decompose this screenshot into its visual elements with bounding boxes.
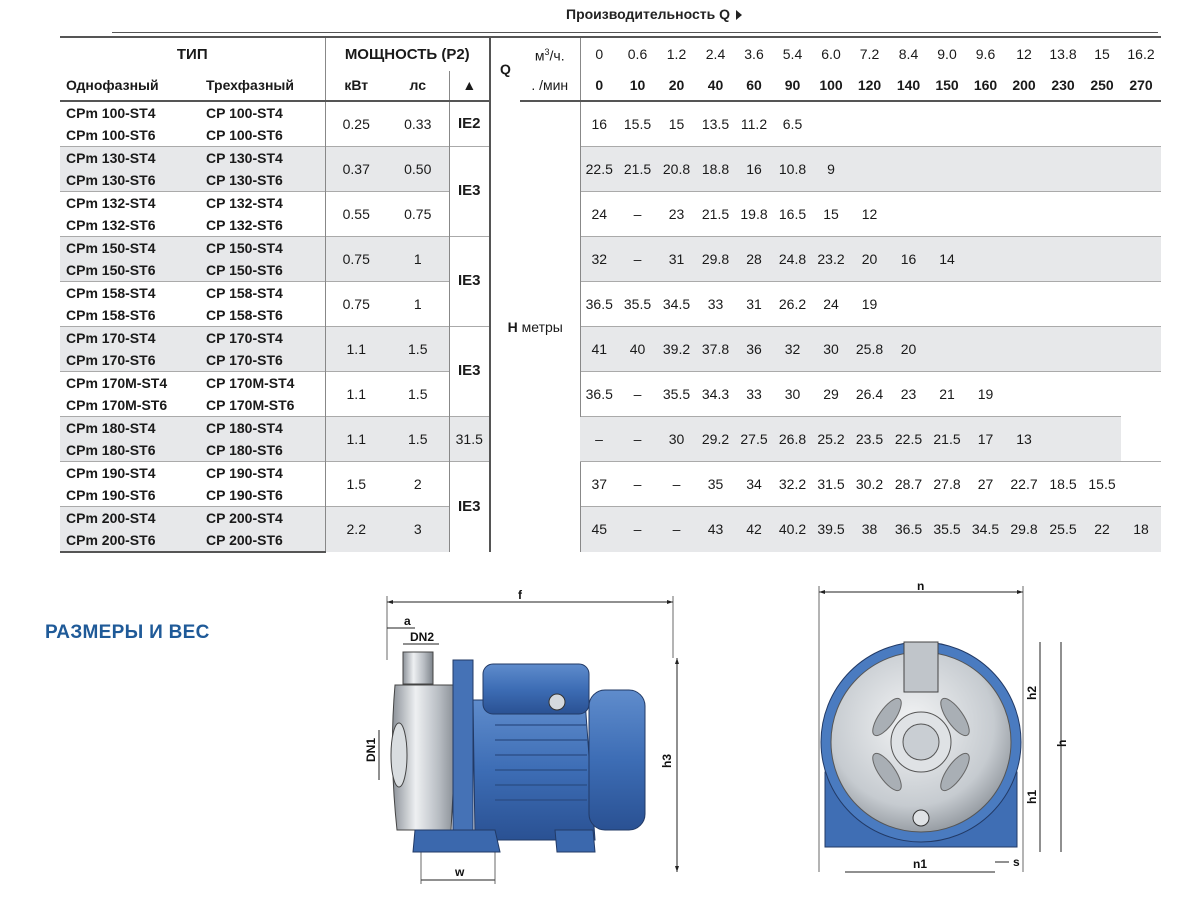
head-value: 21.5 — [618, 146, 657, 191]
productivity-label: Производительность Q — [566, 6, 731, 22]
three-phase-model: CP 130-ST6 — [200, 169, 325, 192]
head-value — [1005, 146, 1043, 191]
head-value — [1083, 416, 1121, 461]
header-row-1 — [60, 37, 1161, 71]
q-m3h-value: 13.8 — [1043, 37, 1083, 71]
head-value — [928, 101, 966, 147]
q-m3h-value: 8.4 — [889, 37, 928, 71]
three-phase-model: CP 190-ST6 — [206, 486, 283, 503]
power-kw: 0.37 — [325, 146, 387, 191]
q-lmin-value: 120 — [850, 71, 889, 101]
head-value — [928, 281, 966, 326]
head-value — [1121, 101, 1161, 147]
head-value: 15 — [812, 191, 850, 236]
head-value — [1043, 326, 1083, 371]
head-value: – — [618, 506, 657, 552]
power-kw: 1.1 — [325, 416, 387, 461]
head-value: 42 — [735, 506, 773, 552]
power-kw: 1.1 — [325, 371, 387, 416]
head-letter: H — [507, 318, 518, 335]
single-phase-model: CPm 100-ST6 — [66, 126, 156, 143]
pump-front-view-drawing — [805, 582, 1075, 892]
dim-label-s: s — [1013, 855, 1020, 869]
head-value — [1005, 236, 1043, 281]
head-value: 15.5 — [1083, 461, 1121, 506]
head-value: 10.8 — [773, 146, 812, 191]
head-value — [928, 146, 966, 191]
three-phase-model: CP 100-ST6 — [206, 126, 283, 143]
q-lmin-value: 10 — [618, 71, 657, 101]
head-value: 22 — [1083, 506, 1121, 552]
head-value — [889, 146, 928, 191]
head-value: 37 — [580, 461, 618, 506]
head-value: 17 — [966, 416, 1005, 461]
three-phase-model: CP 170-ST4 — [200, 326, 325, 349]
head-value: 15 — [668, 115, 685, 132]
head-value: 21.5 — [696, 191, 735, 236]
head-value — [1043, 371, 1083, 416]
single-phase-model: CPm 190-ST6 — [66, 486, 156, 503]
q-m3h-value: 16.2 — [1121, 37, 1161, 71]
q-m3h-value: 7.2 — [850, 37, 889, 71]
q-m3h-value: 6.0 — [812, 37, 850, 71]
head-value — [1083, 326, 1121, 371]
head-value: 34.3 — [696, 371, 735, 416]
table-row — [60, 146, 1161, 169]
table-row — [60, 281, 1161, 304]
head-value — [928, 191, 966, 236]
three-phase-model: CP 180-ST4 — [200, 416, 325, 439]
head-value: 23 — [657, 191, 696, 236]
q-lmin-value: 250 — [1083, 71, 1121, 101]
power-kw: 0.75 — [325, 236, 387, 281]
head-value — [889, 191, 928, 236]
head-value: – — [618, 371, 657, 416]
head-value: – — [618, 416, 657, 461]
three-phase-model: CP 132-ST6 — [206, 216, 283, 233]
head-value: 32 — [773, 326, 812, 371]
head-value — [1121, 146, 1161, 191]
q-m3h-value: 15 — [1083, 37, 1121, 71]
head-value: 32.2 — [773, 461, 812, 506]
head-value — [1083, 281, 1121, 326]
dim-label-dn1: DN1 — [364, 737, 378, 762]
col-type-header: ТИП — [60, 37, 325, 71]
three-phase-model: CP 100-ST4 — [206, 104, 283, 121]
q-m3h-value: 1.2 — [657, 37, 696, 71]
q-lmin-value: 20 — [657, 71, 696, 101]
power-kw: 0.25 — [325, 101, 387, 147]
table-row — [60, 461, 1161, 484]
q-m3h-value: 9.6 — [966, 37, 1005, 71]
head-value: 28 — [735, 236, 773, 281]
power-kw: 0.55 — [325, 191, 387, 236]
head-value — [966, 101, 1005, 147]
head-value: 14 — [928, 236, 966, 281]
q-lmin-value: 200 — [1005, 71, 1043, 101]
head-value: 31.5 — [812, 461, 850, 506]
dim-label-dn2: DN2 — [410, 630, 435, 644]
dim-label-h3: h3 — [660, 753, 674, 768]
head-value — [1005, 191, 1043, 236]
single-phase-model: CPm 130-ST4 — [60, 146, 200, 169]
head-value: 16.5 — [773, 191, 812, 236]
head-value — [1043, 191, 1083, 236]
head-value — [1121, 326, 1161, 371]
single-phase-model: CPm 132-ST6 — [66, 216, 156, 233]
head-value — [966, 326, 1005, 371]
head-value: 16 — [889, 236, 928, 281]
head-value: 39.5 — [812, 506, 850, 552]
table-row — [60, 416, 1161, 439]
table-row — [60, 326, 1161, 349]
head-value — [1005, 101, 1043, 147]
head-value — [966, 191, 1005, 236]
head-value: 31 — [657, 236, 696, 281]
power-kw: 1.1 — [325, 326, 387, 371]
single-phase-model: CPm 170-ST4 — [60, 326, 200, 349]
three-phase-model: CP 170-ST6 — [200, 349, 325, 372]
head-value — [1121, 281, 1161, 326]
ie-class: IE3 — [449, 146, 490, 236]
q-lmin-value: 230 — [1043, 71, 1083, 101]
col-single-phase: Однофазный — [60, 71, 200, 101]
head-value: 22.7 — [1005, 461, 1043, 506]
three-phase-model: CP 158-ST4 — [200, 281, 325, 304]
head-value: – — [657, 461, 696, 506]
header-rule — [112, 32, 1158, 33]
head-value: 20.8 — [657, 146, 696, 191]
head-value — [1083, 191, 1121, 236]
head-value: 27 — [966, 461, 1005, 506]
head-value: 36.5 — [580, 281, 618, 326]
head-value: 27.5 — [735, 416, 773, 461]
power-hp: 0.75 — [387, 191, 449, 236]
productivity-header — [566, 6, 742, 22]
head-value — [850, 146, 889, 191]
head-value: 23.2 — [812, 236, 850, 281]
q-lmin-value: 100 — [812, 71, 850, 101]
col-three-phase: Трехфазный — [200, 71, 325, 101]
col-hp: лс — [387, 71, 449, 101]
q-lmin-value: 40 — [696, 71, 735, 101]
power-hp: 1 — [387, 281, 449, 326]
q-lmin-value: 150 — [928, 71, 966, 101]
head-value: 20 — [889, 326, 928, 371]
three-phase-model: CP 170M-ST6 — [206, 396, 295, 413]
dimensions-title: РАЗМЕРЫ И ВЕС — [45, 622, 210, 643]
head-value: 24 — [812, 281, 850, 326]
head-value — [1121, 371, 1161, 416]
three-phase-model: CP 200-ST6 — [200, 529, 325, 552]
head-value: 43 — [696, 506, 735, 552]
head-value — [1005, 326, 1043, 371]
head-value: 26.4 — [850, 371, 889, 416]
head-value: – — [618, 236, 657, 281]
head-value: 23 — [889, 371, 928, 416]
q-m3h-value: 12 — [1005, 37, 1043, 71]
head-value — [1043, 281, 1083, 326]
head-value: – — [657, 506, 696, 552]
head-value: 29.8 — [1005, 506, 1043, 552]
single-phase-model: CPm 132-ST4 — [60, 191, 200, 214]
dim-label-w: w — [455, 865, 465, 879]
dim-label-h2: h2 — [1025, 685, 1039, 700]
head-value: 18.8 — [696, 146, 735, 191]
power-hp: 0.50 — [387, 146, 449, 191]
q-m3h-value: 5.4 — [773, 37, 812, 71]
power-hp: 1.5 — [387, 326, 449, 371]
head-value: – — [580, 416, 618, 461]
single-phase-model: CPm 170M-ST6 — [66, 396, 168, 413]
head-value: 35 — [696, 461, 735, 506]
q-m3h-value: 9.0 — [928, 37, 966, 71]
col-kw: кВт — [325, 71, 387, 101]
head-value: 13 — [1005, 416, 1043, 461]
head-value: 36 — [735, 326, 773, 371]
head-value: 45 — [580, 506, 618, 552]
unit-m3h: $м^3/ч$. — [520, 37, 580, 71]
head-value — [812, 101, 850, 147]
head-value: – — [618, 191, 657, 236]
head-value: 18 — [1121, 506, 1161, 552]
q-m3h-value: 0 — [580, 37, 618, 71]
head-value: 30 — [773, 371, 812, 416]
ie-class: IE3 — [449, 326, 490, 416]
power-hp: 0.33 — [404, 115, 432, 132]
head-value: 36.5 — [580, 371, 618, 416]
head-value: 21.5 — [928, 416, 966, 461]
q-lmin-value: 60 — [735, 71, 773, 101]
power-hp: 1.5 — [387, 371, 449, 416]
head-value: 16 — [735, 146, 773, 191]
head-value: 6.5 — [782, 115, 803, 132]
head-value: 30 — [812, 326, 850, 371]
head-value: 19.8 — [735, 191, 773, 236]
head-value: 31 — [735, 281, 773, 326]
three-phase-model: CP 150-ST4 — [200, 236, 325, 259]
head-value — [1121, 461, 1161, 506]
q-lmin-value: 0 — [580, 71, 618, 101]
q-m3h-value: 0.6 — [618, 37, 657, 71]
head-value: 19 — [850, 281, 889, 326]
head-value: 18.5 — [1043, 461, 1083, 506]
dim-label-n: n — [917, 582, 925, 593]
head-value: 21 — [928, 371, 966, 416]
head-value — [850, 101, 889, 147]
power-hp: 2 — [387, 461, 449, 506]
pump-performance-table — [60, 36, 1161, 553]
single-phase-model: CPm 190-ST4 — [60, 461, 200, 484]
head-value: 25.5 — [1043, 506, 1083, 552]
head-value — [966, 146, 1005, 191]
head-value: 33 — [696, 281, 735, 326]
power-hp: 1.5 — [387, 416, 449, 461]
q-letter: Q — [490, 37, 520, 101]
single-phase-model: CPm 170-ST6 — [60, 349, 200, 372]
power-hp: 1 — [387, 236, 449, 281]
q-lmin-value: 160 — [966, 71, 1005, 101]
power-kw: 1.5 — [325, 461, 387, 506]
head-value — [966, 236, 1005, 281]
single-phase-model: CPm 150-ST6 — [60, 259, 200, 282]
head-value — [889, 101, 928, 147]
head-value: 38 — [850, 506, 889, 552]
head-value: 40 — [618, 326, 657, 371]
head-value: 39.2 — [657, 326, 696, 371]
head-value: 35.5 — [928, 506, 966, 552]
head-value — [1043, 416, 1083, 461]
head-value — [1005, 371, 1043, 416]
three-phase-model: CP 158-ST6 — [206, 306, 283, 323]
dim-label-f: f — [518, 590, 522, 602]
dim-label-a: a — [404, 614, 411, 628]
dim-label-h1: h1 — [1025, 789, 1039, 804]
q-m3h-value: 2.4 — [696, 37, 735, 71]
head-label — [490, 101, 580, 552]
single-phase-model: CPm 200-ST6 — [60, 529, 200, 552]
three-phase-model: CP 130-ST4 — [200, 146, 325, 169]
head-value: 19 — [966, 371, 1005, 416]
dim-label-h: h — [1055, 739, 1069, 747]
head-value: 16 — [580, 101, 618, 147]
head-value: 34 — [735, 461, 773, 506]
col-power-header: МОЩНОСТЬ (P2) — [325, 37, 490, 71]
head-value: 22.5 — [580, 146, 618, 191]
head-value — [1043, 101, 1083, 147]
single-phase-model: CPm 158-ST6 — [66, 306, 156, 323]
head-value: 26.8 — [773, 416, 812, 461]
single-phase-model: CPm 170M-ST4 — [60, 371, 200, 394]
single-phase-model: CPm 180-ST4 — [60, 416, 200, 439]
three-phase-model: CP 170M-ST4 — [200, 371, 325, 394]
q-lmin-value: 270 — [1121, 71, 1161, 101]
head-value: – — [618, 461, 657, 506]
single-phase-model: CPm 130-ST6 — [60, 169, 200, 192]
head-value — [1043, 236, 1083, 281]
head-value — [1083, 101, 1121, 147]
three-phase-model: CP 190-ST4 — [200, 461, 325, 484]
head-value: 28.7 — [889, 461, 928, 506]
unit-lmin: . /мин — [520, 71, 580, 101]
head-value: 31.5 — [449, 416, 490, 461]
dim-label-n1: n1 — [913, 857, 928, 871]
three-phase-model: CP 132-ST4 — [200, 191, 325, 214]
power-kw: 2.2 — [325, 506, 387, 552]
pump-side-view-drawing — [355, 590, 700, 890]
head-value: 12 — [850, 191, 889, 236]
head-value: 29.8 — [696, 236, 735, 281]
head-value — [889, 281, 928, 326]
head-value: 33 — [735, 371, 773, 416]
col-ie-symbol: ▲ — [449, 71, 490, 101]
head-value — [1005, 281, 1043, 326]
head-value: 30.2 — [850, 461, 889, 506]
table-row — [60, 506, 1161, 529]
head-value — [1083, 371, 1121, 416]
head-value: 37.8 — [696, 326, 735, 371]
table-row — [60, 101, 1161, 124]
table-row — [60, 236, 1161, 259]
head-value: 24.8 — [773, 236, 812, 281]
head-value: 13.5 — [701, 115, 730, 132]
head-value: 35.5 — [618, 281, 657, 326]
ie-class: IE3 — [449, 461, 490, 552]
header-row-2 — [60, 71, 1161, 101]
head-value: 15.5 — [623, 115, 652, 132]
head-value — [1083, 146, 1121, 191]
head-value: 25.2 — [812, 416, 850, 461]
head-value: 35.5 — [657, 371, 696, 416]
three-phase-model: CP 200-ST4 — [200, 506, 325, 529]
head-value: 36.5 — [889, 506, 928, 552]
single-phase-model: CPm 180-ST6 — [60, 439, 200, 462]
arrow-right-icon — [736, 10, 742, 20]
head-value: 41 — [580, 326, 618, 371]
head-value: 34.5 — [657, 281, 696, 326]
head-value — [1121, 236, 1161, 281]
head-value: 9 — [812, 146, 850, 191]
single-phase-model: CPm 158-ST4 — [60, 281, 200, 304]
single-phase-model: CPm 150-ST4 — [60, 236, 200, 259]
head-value: 32 — [580, 236, 618, 281]
head-value: 11.2 — [740, 115, 768, 132]
head-value — [1083, 236, 1121, 281]
head-value: 26.2 — [773, 281, 812, 326]
power-kw: 0.75 — [325, 281, 387, 326]
head-value: 25.8 — [850, 326, 889, 371]
head-value: 34.5 — [966, 506, 1005, 552]
head-value: 27.8 — [928, 461, 966, 506]
head-value: 20 — [850, 236, 889, 281]
head-value — [1121, 191, 1161, 236]
single-phase-model: CPm 100-ST4 — [66, 104, 156, 121]
head-unit: метры — [521, 318, 563, 335]
ie-class: IE3 — [449, 236, 490, 326]
head-value: 30 — [657, 416, 696, 461]
head-value — [966, 281, 1005, 326]
three-phase-model: CP 180-ST6 — [200, 439, 325, 462]
head-value: 24 — [580, 191, 618, 236]
single-phase-model: CPm 200-ST4 — [60, 506, 200, 529]
head-value: 23.5 — [850, 416, 889, 461]
q-lmin-value: 140 — [889, 71, 928, 101]
head-value: 22.5 — [889, 416, 928, 461]
ie-class: IE2 — [449, 101, 490, 147]
head-value: 40.2 — [773, 506, 812, 552]
power-hp: 3 — [387, 506, 449, 552]
table-row — [60, 191, 1161, 214]
head-value: 29 — [812, 371, 850, 416]
head-value — [928, 326, 966, 371]
head-value — [1043, 146, 1083, 191]
table-row — [60, 371, 1161, 394]
q-lmin-value: 90 — [773, 71, 812, 101]
head-value: 29.2 — [696, 416, 735, 461]
q-m3h-value: 3.6 — [735, 37, 773, 71]
three-phase-model: CP 150-ST6 — [200, 259, 325, 282]
